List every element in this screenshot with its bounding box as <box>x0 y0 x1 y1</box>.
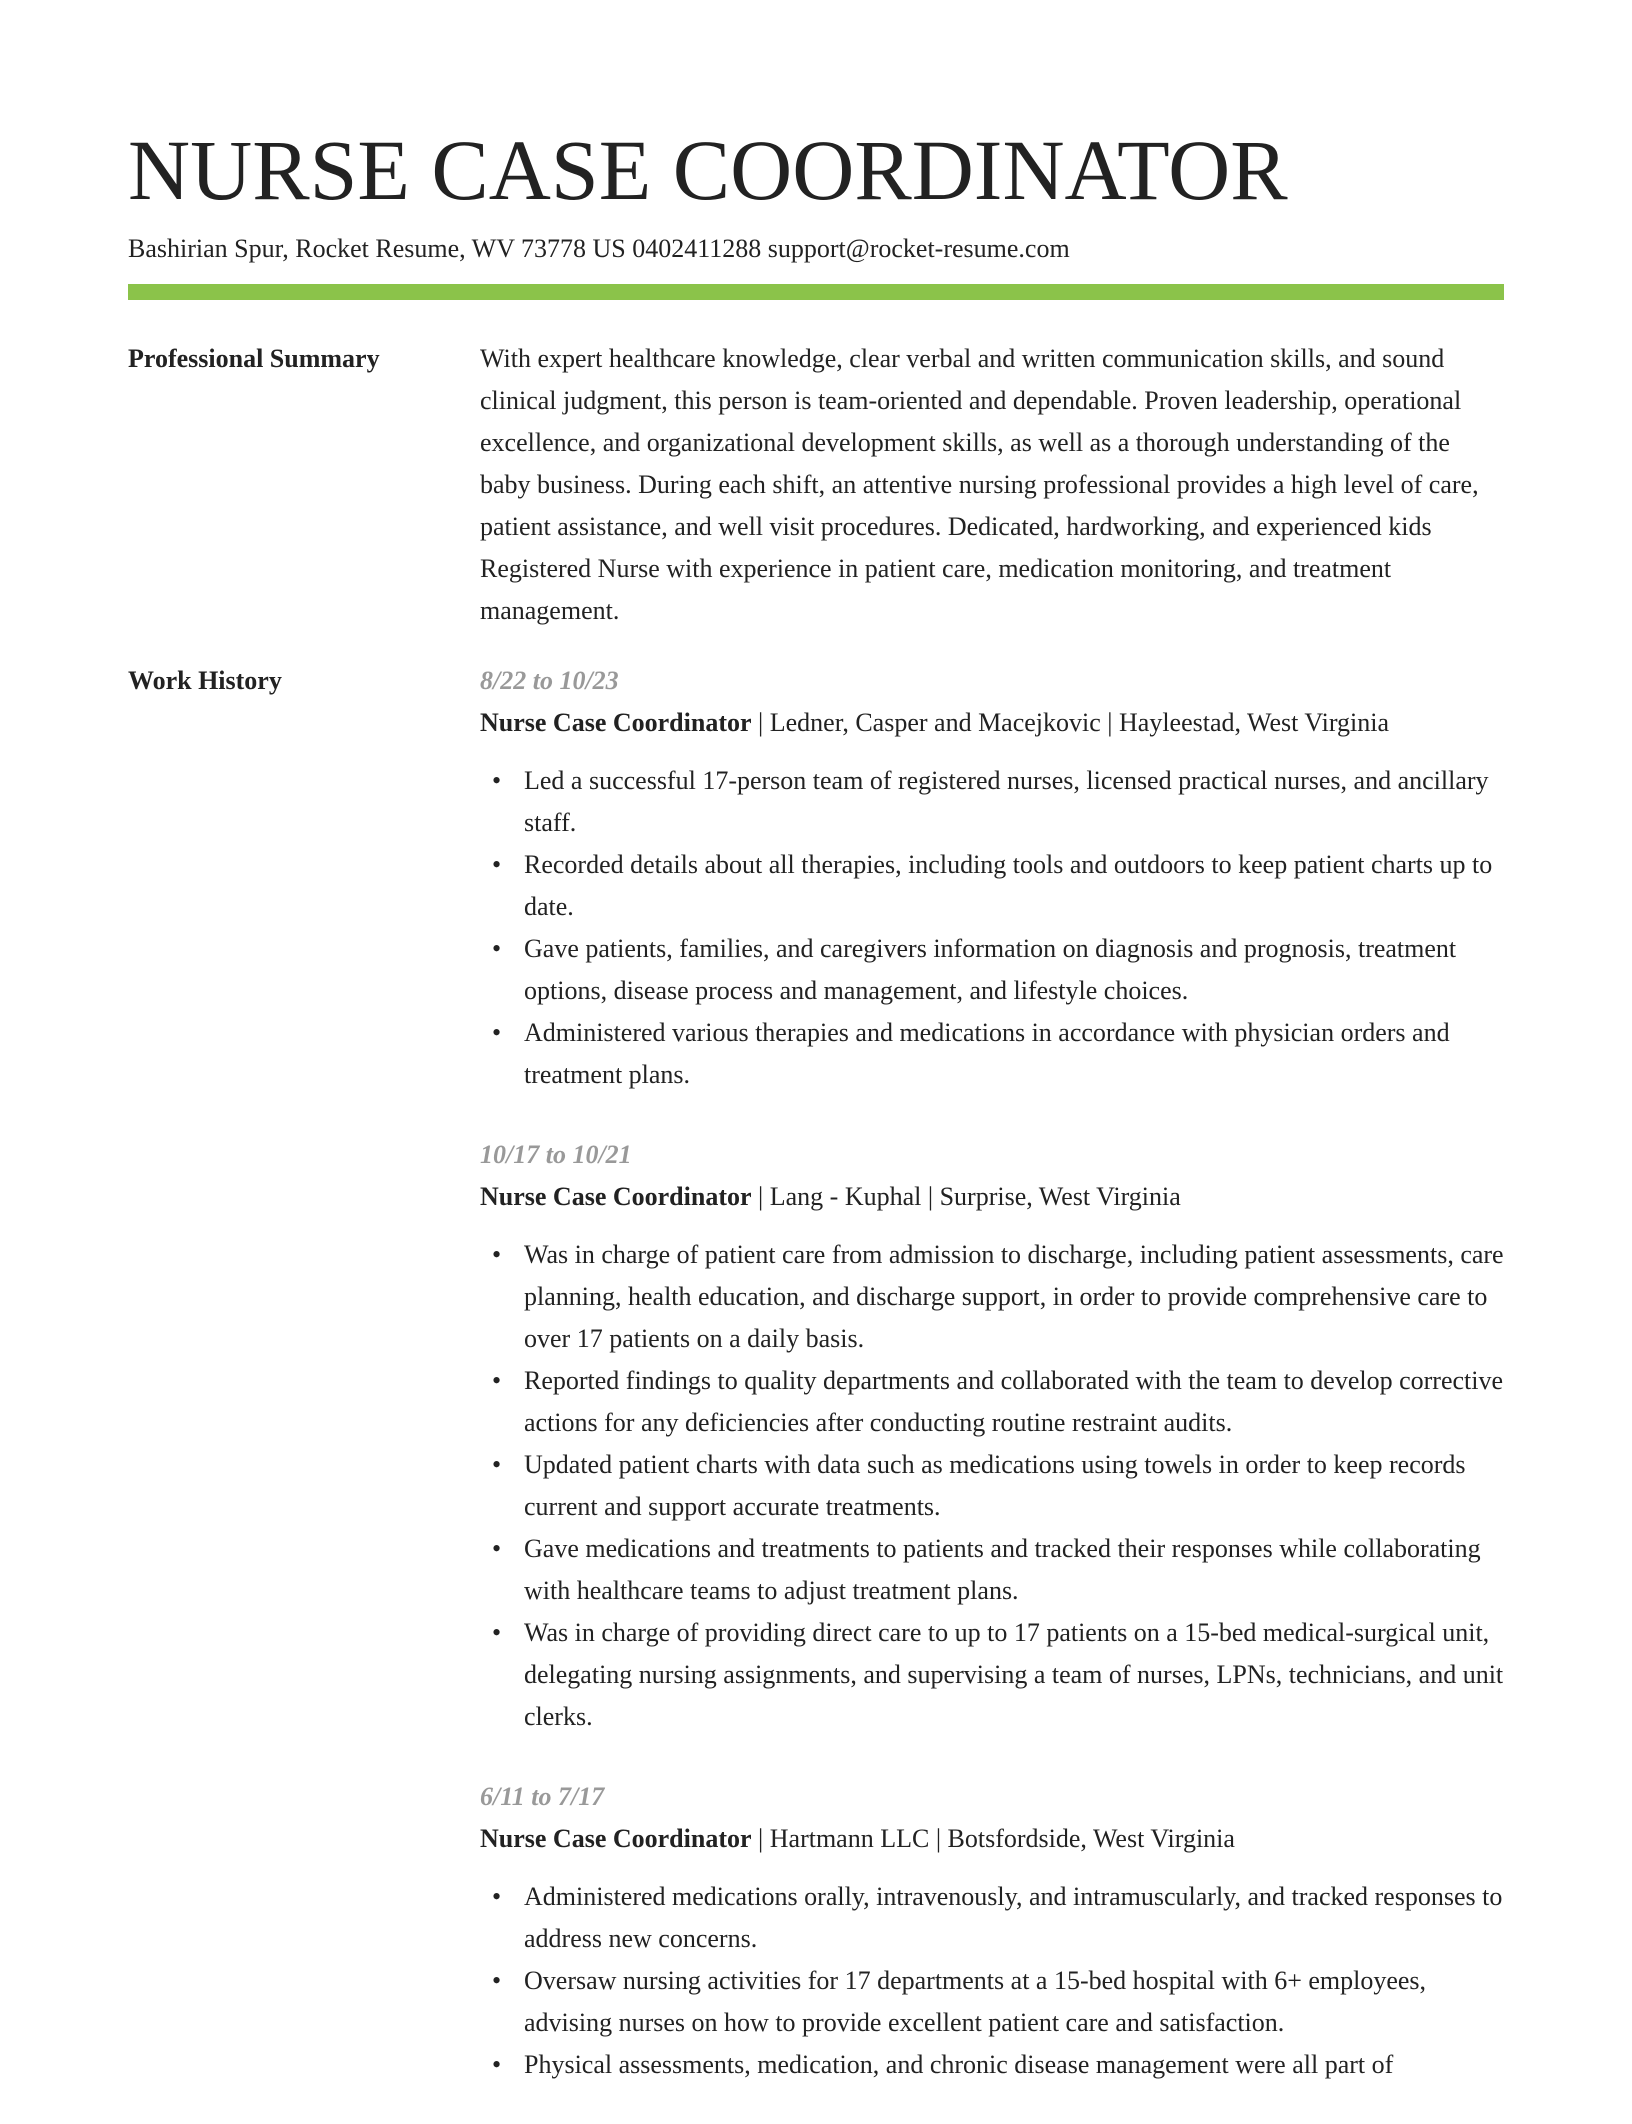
bullet-dot-icon: • <box>492 766 502 795</box>
job-title-line <box>480 1818 1504 1860</box>
job-title: Nurse Case Coordinator <box>480 708 752 737</box>
job-location: Hayleestad, West Virginia <box>1119 708 1390 737</box>
job-bullet-item <box>492 2044 1504 2086</box>
job-separator: | <box>921 1182 940 1211</box>
bullet-dot-icon: • <box>492 1534 502 1563</box>
work-history-section <box>128 668 1504 2124</box>
job-separator: | <box>751 708 770 737</box>
job-bullet-item <box>492 928 1504 1012</box>
job-dates: 10/17 to 10/21 <box>480 1140 632 1169</box>
resume-name-title: NURSE CASE COORDINATOR <box>128 122 1288 218</box>
bullet-dot-icon: • <box>492 1240 502 1269</box>
professional-summary-section <box>128 346 1504 632</box>
job-bullet-item <box>492 1234 1504 1360</box>
job-bullet-text: Gave medications and treatments to patients and tracked their responses while collaborating with healthcare teams to adjust treatment plans. <box>524 1534 1481 1605</box>
job-bullet-item <box>492 844 1504 928</box>
job-bullet-text: Oversaw nursing activities for 17 departments at a 15-bed hospital with 6+ employees, advising nurses on how to provide excellent patient care and satisfaction. <box>524 1966 1427 2037</box>
job-bullet-item <box>492 1444 1504 1528</box>
bullet-dot-icon: • <box>492 1018 502 1047</box>
job-separator: | <box>1100 708 1120 737</box>
job-bullet-text: Updated patient charts with data such as medications using towels in order to keep records current and support accurate treatments. <box>524 1450 1466 1521</box>
job-bullet-text: Was in charge of patient care from admission to discharge, including patient assessments, care planning, health education, and discharge support, in order to provide comprehensive care to over 17 patients on a daily basis. <box>524 1240 1504 1353</box>
job-company: Hartmann LLC <box>769 1824 930 1853</box>
bullet-dot-icon: • <box>492 2050 502 2079</box>
job-dates: 8/22 to 10/23 <box>480 666 619 695</box>
job-bullet-text: Led a successful 17-person team of registered nurses, licensed practical nurses, and ancillary staff. <box>524 766 1489 837</box>
job-bullet-text: Administered medications orally, intravenously, and intramuscularly, and tracked responses to address new concerns. <box>524 1882 1503 1953</box>
job-bullets <box>480 1876 1504 2086</box>
job-dates: 6/11 to 7/17 <box>480 1782 605 1811</box>
job-location: Surprise, West Virginia <box>939 1182 1181 1211</box>
job-bullet-text: Reported findings to quality departments and collaborated with the team to develop corrective actions for any deficiencies after conducting routine restraint audits. <box>524 1366 1504 1437</box>
job-bullet-item <box>492 760 1504 844</box>
section-heading-work: Work History <box>128 666 282 695</box>
summary-text: With expert healthcare knowledge, clear verbal and written communication skills, and sound clinical judgment, this person is team-oriented and dependable. Proven leadership, operational excellence, and organizational development skills, as well as a thorough understanding of the baby business. During each shift, an attentive nursing professional provides a high level of care, patient assistance, and well visit procedures. Dedicated, hardworking, and experienced kids Registered Nurse with experience in patient care, medication monitoring, and treatment management. <box>480 344 1479 625</box>
job-bullet-item <box>492 1360 1504 1444</box>
work-history-body <box>480 660 1504 2124</box>
job-title: Nurse Case Coordinator <box>480 1182 752 1211</box>
bullet-dot-icon: • <box>492 1882 502 1911</box>
bullet-dot-icon: • <box>492 1366 502 1395</box>
job-title-line <box>480 1176 1504 1218</box>
bullet-dot-icon: • <box>492 850 502 879</box>
job-separator: | <box>751 1824 770 1853</box>
bullet-dot-icon: • <box>492 1450 502 1479</box>
section-heading-summary: Professional Summary <box>128 344 380 373</box>
bullet-dot-icon: • <box>492 934 502 963</box>
job-bullet-item <box>492 1876 1504 1960</box>
job-bullet-text: Was in charge of providing direct care to up to 17 patients on a 15-bed medical-surgical unit, delegating nursing assignments, and supervising a team of nurses, LPNs, technicians, and unit clerks. <box>524 1618 1504 1731</box>
job-entry <box>480 660 1504 1096</box>
job-bullet-item <box>492 1960 1504 2044</box>
job-bullet-item <box>492 1012 1504 1096</box>
job-bullet-text: Physical assessments, medication, and chronic disease management were all part of <box>524 2050 1394 2079</box>
contact-line: Bashirian Spur, Rocket Resume, WV 73778 US 0402411288 support@rocket-resume.com <box>128 234 1070 263</box>
header-divider <box>128 284 1504 300</box>
job-separator: | <box>929 1824 948 1853</box>
job-title-line <box>480 702 1504 744</box>
job-separator: | <box>751 1182 770 1211</box>
job-bullets <box>480 760 1504 1096</box>
job-bullet-item <box>492 1528 1504 1612</box>
bullet-dot-icon: • <box>492 1618 502 1647</box>
resume-page <box>128 120 1504 2124</box>
job-entry <box>480 1134 1504 1738</box>
job-company: Ledner, Casper and Macejkovic <box>769 708 1101 737</box>
job-bullets <box>480 1234 1504 1738</box>
job-bullet-text: Gave patients, families, and caregivers information on diagnosis and prognosis, treatment options, disease process and management, and lifestyle choices. <box>524 934 1457 1005</box>
bullet-dot-icon: • <box>492 1966 502 1995</box>
job-bullet-text: Administered various therapies and medications in accordance with physician orders and treatment plans. <box>524 1018 1450 1089</box>
job-title: Nurse Case Coordinator <box>480 1824 752 1853</box>
summary-body <box>480 338 1504 632</box>
job-company: Lang - Kuphal <box>769 1182 922 1211</box>
job-bullet-text: Recorded details about all therapies, including tools and outdoors to keep patient charts up to date. <box>524 850 1493 921</box>
job-location: Botsfordside, West Virginia <box>947 1824 1235 1853</box>
job-bullet-item <box>492 1612 1504 1738</box>
job-entry <box>480 1776 1504 2086</box>
